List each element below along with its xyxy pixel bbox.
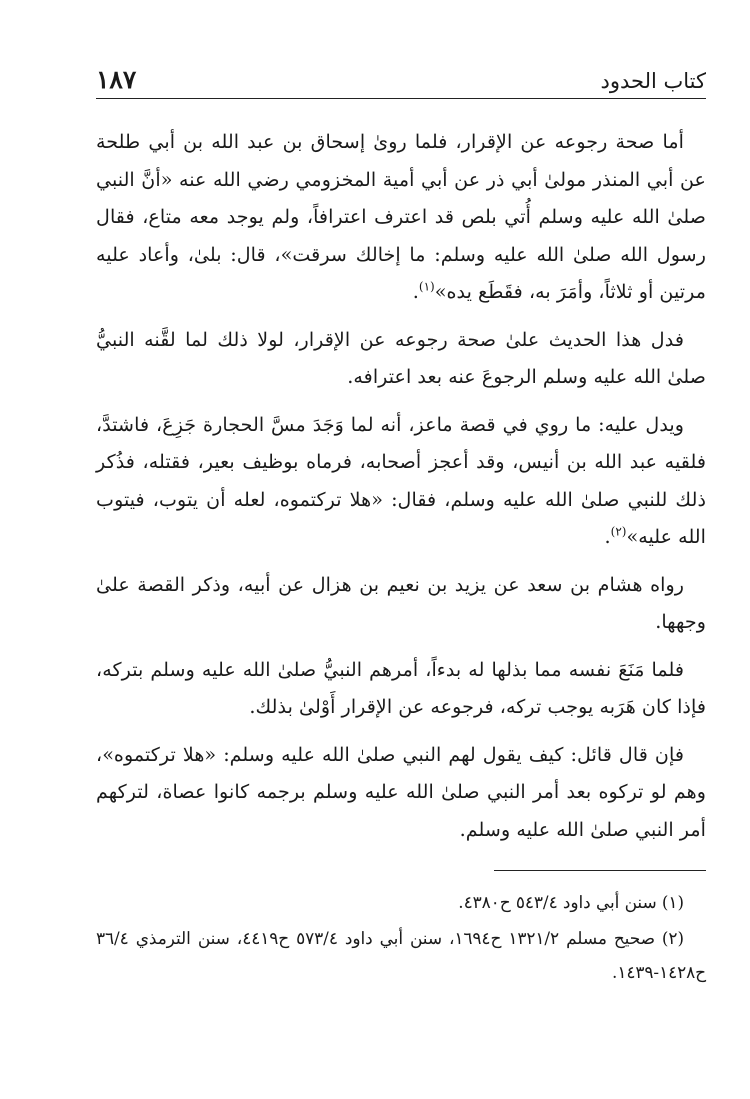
paragraph-tail: .: [604, 525, 611, 548]
paragraph-tail: .: [412, 280, 419, 303]
book-page: [96, 58, 706, 991]
paragraph: [96, 406, 706, 556]
paragraph: [96, 321, 706, 396]
paragraph: [96, 651, 706, 726]
running-title: كتاب الحدود: [600, 69, 706, 93]
footnotes: [96, 885, 706, 989]
paragraph-text: رواه هشام بن سعد عن يزيد بن نعيم بن هزال عن أبيه، وذكر القصة علىٰ وجهها.: [96, 572, 706, 633]
page-number: ١٨٧: [96, 65, 137, 94]
paragraph-text: فإن قال قائل: كيف يقول لهم النبي صلىٰ الله عليه وسلم: «هلا تركتموه»، وهم لو تركوه بعد أمر النبي صلىٰ الله عليه وسلم برجمه كانوا عصاة، لتركهم أمر النبي صلىٰ الله عليه وسلم.: [96, 742, 706, 841]
body-text: [96, 123, 706, 848]
footnote-divider: [494, 870, 706, 871]
paragraph-text: أما صحة رجوعه عن الإقرار، فلما روىٰ إسحاق بن عبد الله بن أبي طلحة عن أبي المنذر مولىٰ أبي ذر عن أبي أمية المخزومي رضي الله عنه «أنَّ النبي صلىٰ الله عليه وسلم أُتي بلص قد اعترف اعترافاً، ولم يوجد معه متاع، فقال رسول الله صلىٰ الله عليه وسلم: ما إخالك سرقت»، قال: بلىٰ، وأعاد عليه مرتين أو ثلاثاً، وأمَرَ به، فقَطَع يده»: [96, 130, 706, 303]
paragraph-text: فدل هذا الحديث علىٰ صحة رجوعه عن الإقرار، لولا ذلك لما لقَّنه النبيُّ صلىٰ الله عليه وسلم الرجوعَ عنه بعد اعترافه.: [96, 327, 706, 388]
paragraph-text: ويدل عليه: ما روي في قصة ماعز، أنه لما وَجَدَ مسَّ الحجارة جَزِعَ، فاشتدَّ، فلقيه عبد الله بن أنيس، وقد أعجز أصحابه، فرماه بوظيف بعير، فقتله، فذُكر ذلك للنبي صلىٰ الله عليه وسلم، فقال: «هلا تركتموه، لعله أن يتوب، فيتوب الله عليه»: [96, 412, 706, 548]
paragraph: [96, 123, 706, 311]
paragraph: [96, 566, 706, 641]
footnote: (٢) صحيح مسلم ١٣٢١/٢ ح١٦٩٤، سنن أبي داود ٥٧٣/٤ ح٤٤١٩، سنن الترمذي ٣٦/٤ ح١٤٢٨-١٤٣٩.: [96, 928, 706, 982]
footnote: (١) سنن أبي داود ٥٤٣/٤ ح٤٣٨٠.: [458, 892, 684, 912]
paragraph-text: فلما مَنَعَ نفسه مما بذلها له بدءاً، أمرهم النبيُّ صلىٰ الله عليه وسلم بتركه، فإذا كان هَرَبه يوجب تركه، فرجوعه عن الإقرار أَوْلىٰ بذلك.: [96, 657, 706, 718]
paragraph: [96, 736, 706, 849]
running-header: [96, 58, 706, 99]
footnote-marker: (٢): [610, 524, 627, 539]
footnote-marker: (١): [418, 279, 435, 294]
